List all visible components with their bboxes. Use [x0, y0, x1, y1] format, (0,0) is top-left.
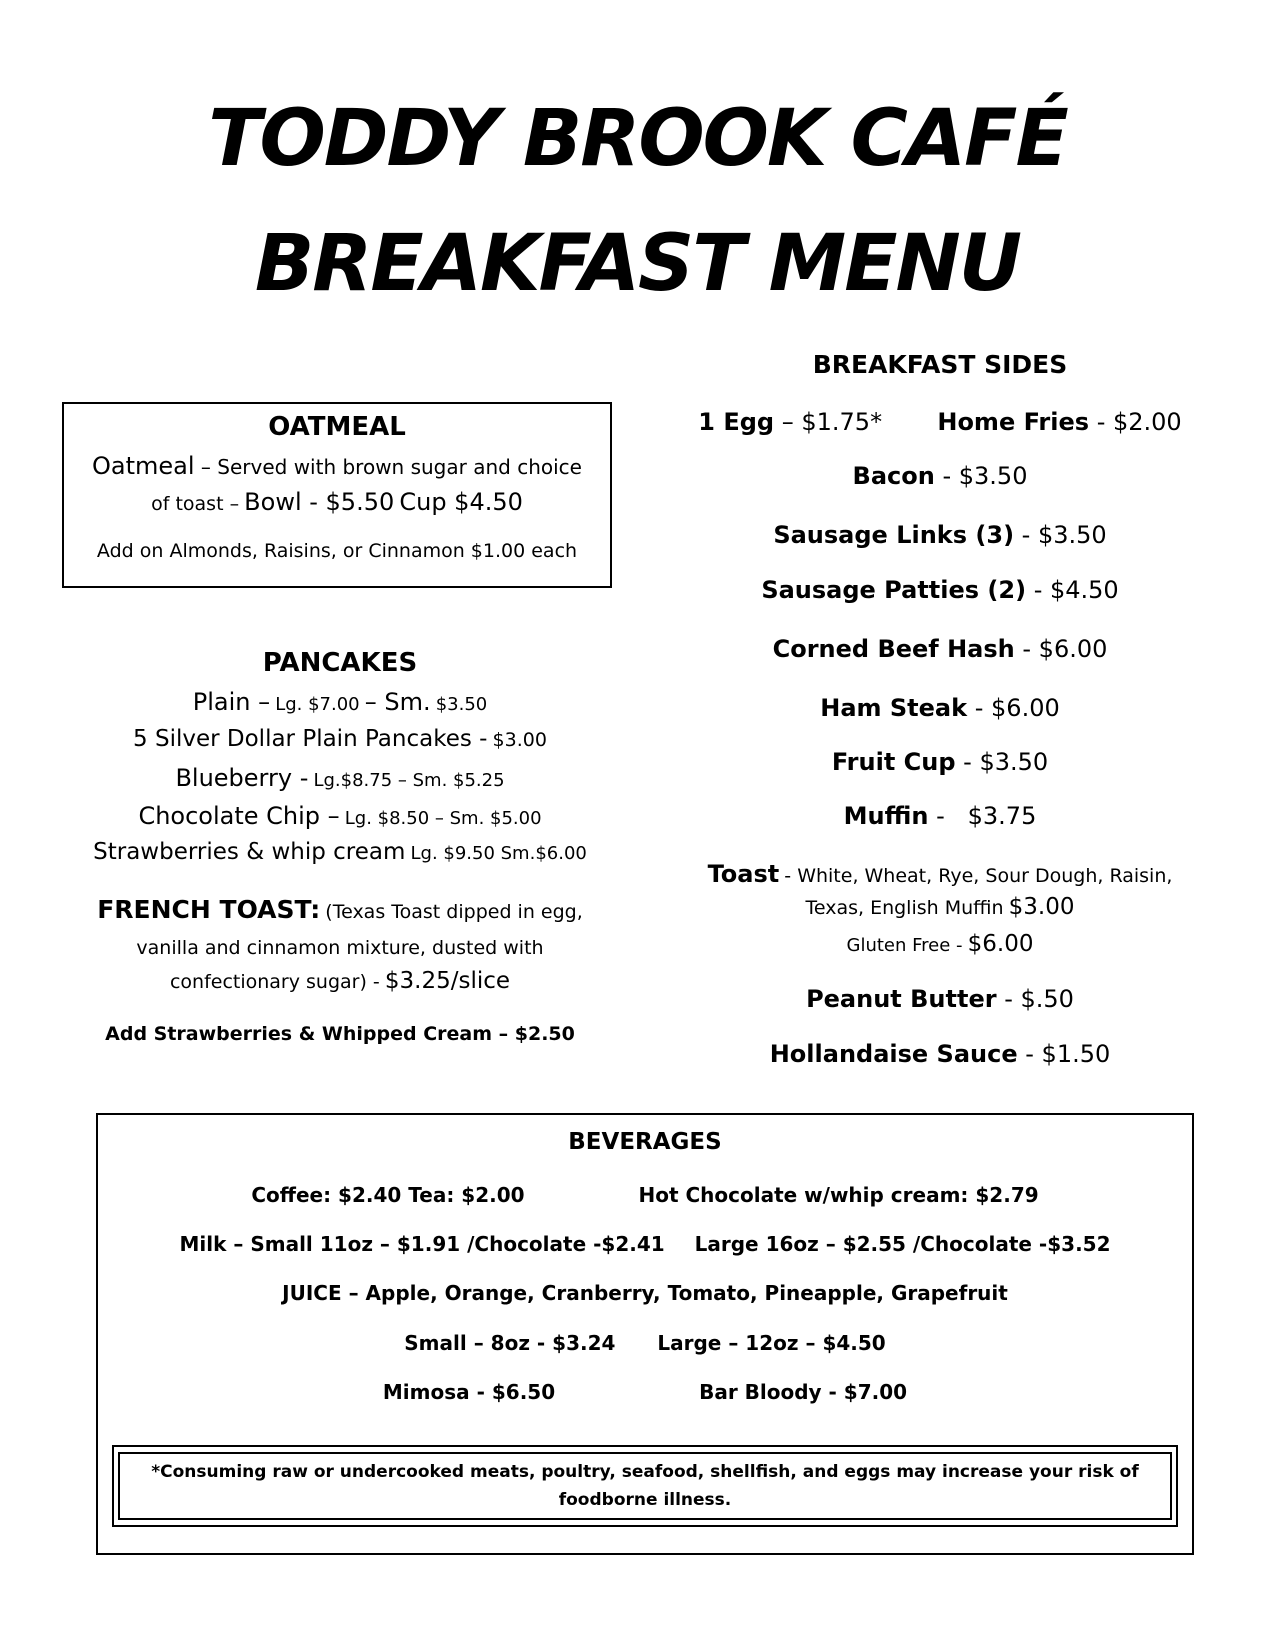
side-item-fruit-cup	[670, 748, 1210, 776]
pancakes-heading: PANCAKES	[262, 648, 418, 678]
side-item-name: Hollandaise Sauce	[769, 1040, 1018, 1068]
pancake-choc-name: Chocolate Chip –	[138, 802, 340, 830]
side-gluten-label: Gluten Free -	[846, 935, 963, 956]
side-item-name: Sausage Links (3)	[773, 521, 1015, 549]
side-toast-desc2: Texas, English Muffin	[805, 897, 1004, 919]
french-toast-desc2: vanilla and cinnamon mixture, dusted with	[136, 937, 544, 959]
cafe-name-title: TODDY BROOK CAFÉ	[208, 94, 1067, 184]
side-item-name: Ham Steak	[820, 694, 968, 722]
pancake-straw-prices: Lg. $9.50 Sm.$6.00	[410, 843, 587, 864]
pancake-item-blueberry	[60, 764, 620, 792]
beverages-coffee-row	[98, 1183, 1192, 1207]
oatmeal-cup-price: Cup $4.50	[399, 488, 523, 516]
side-item-name: Fruit Cup	[831, 748, 956, 776]
beverages-milk-row	[98, 1232, 1192, 1256]
side-item-price: - $6.00	[974, 694, 1060, 722]
side-item-name: Bacon	[852, 462, 935, 490]
oatmeal-item-name: Oatmeal	[92, 452, 195, 480]
oatmeal-line1	[64, 452, 610, 480]
french-toast-price: $3.25/slice	[384, 968, 511, 994]
beverage-juice: JUICE – Apple, Orange, Cranberry, Tomato, Pineapple, Grapefruit	[282, 1281, 1008, 1305]
side-item-price: - $3.50	[963, 748, 1049, 776]
pancake-item-plain	[60, 688, 620, 716]
pancake-blueberry-prices: Lg.$8.75 – Sm. $5.25	[313, 770, 505, 791]
side-fries-price: - $2.00	[1096, 408, 1182, 436]
food-safety-notice: *Consuming raw or undercooked meats, poultry, seafood, shellfish, and eggs may increase your risk of foodborne illness.	[118, 1452, 1172, 1520]
side-item-price: - $.50	[1004, 985, 1074, 1013]
sides-egg-fries-row	[670, 408, 1210, 436]
side-toast-line2	[670, 894, 1210, 920]
side-toast-name: Toast	[707, 860, 780, 888]
oatmeal-heading: OATMEAL	[268, 412, 406, 442]
side-gluten-price: $6.00	[967, 931, 1034, 957]
side-toast-price: $3.00	[1008, 894, 1075, 920]
side-toast-gluten-free	[670, 931, 1210, 957]
side-item-ham-steak	[670, 694, 1210, 722]
oatmeal-section	[62, 402, 612, 588]
pancake-straw-name: Strawberries & whip cream	[93, 839, 406, 865]
pancake-item-silver-dollar	[60, 726, 620, 752]
side-item-hollandaise	[670, 1040, 1210, 1068]
side-item-corned-beef	[670, 635, 1210, 663]
sides-heading: BREAKFAST SIDES	[812, 350, 1068, 379]
side-item-price: - $4.50	[1033, 576, 1119, 604]
side-item-price: - $1.50	[1025, 1040, 1111, 1068]
beverages-cocktail-row	[98, 1380, 1192, 1404]
pancake-plain-sep: – Sm.	[364, 688, 431, 716]
side-item-name: Peanut Butter	[806, 985, 997, 1013]
beverage-milk-small: Milk – Small 11oz – $1.91 /Chocolate -$2.41	[179, 1232, 665, 1256]
pancake-plain-sm: $3.50	[435, 694, 488, 715]
beverage-bloody: Bar Bloody - $7.00	[699, 1380, 908, 1404]
menu-title: BREAKFAST MENU	[254, 219, 1021, 309]
beverages-section	[96, 1113, 1194, 1555]
beverage-milk-large: Large 16oz – $2.55 /Chocolate -$3.52	[694, 1232, 1111, 1256]
french-toast-line1	[60, 895, 620, 924]
pancake-item-strawberries	[60, 839, 620, 865]
side-item-name: Muffin	[843, 802, 929, 830]
side-toast-desc1: - White, Wheat, Rye, Sour Dough, Raisin,	[784, 865, 1173, 887]
oatmeal-addon: Add on Almonds, Raisins, or Cinnamon $1.00 each	[96, 540, 578, 562]
pancake-item-chocolate-chip	[60, 802, 620, 830]
beverage-mimosa: Mimosa - $6.50	[382, 1380, 556, 1404]
pancake-plain-lg: Lg. $7.00	[275, 694, 360, 715]
oatmeal-line2	[64, 488, 610, 516]
beverages-juice-size-row	[98, 1331, 1192, 1355]
side-egg-price: – $1.75*	[781, 408, 883, 436]
oatmeal-bowl-price: Bowl - $5.50	[244, 488, 395, 516]
side-item-sausage-links	[670, 521, 1210, 549]
french-toast-desc1: (Texas Toast dipped in egg,	[325, 901, 583, 923]
side-item-price: - $3.75	[936, 802, 1037, 830]
pancake-plain-name: Plain –	[192, 688, 271, 716]
side-item-peanut-butter	[670, 985, 1210, 1013]
oatmeal-desc1: – Served with brown sugar and choice	[194, 455, 582, 479]
beverage-juice-large: Large – 12oz – $4.50	[657, 1331, 886, 1355]
french-toast-desc3: confectionary sugar) -	[169, 971, 380, 993]
side-item-price: - $6.00	[1022, 635, 1108, 663]
beverage-juice-small: Small – 8oz - $3.24	[404, 1331, 616, 1355]
pancake-silver-price: $3.00	[492, 729, 547, 751]
side-item-muffin	[670, 802, 1210, 830]
side-item-price: - $3.50	[1021, 521, 1107, 549]
side-item-bacon	[670, 462, 1210, 490]
pancake-silver-name: 5 Silver Dollar Plain Pancakes -	[133, 726, 488, 752]
beverage-coffee-tea: Coffee: $2.40 Tea: $2.00	[251, 1183, 525, 1207]
side-item-name: Corned Beef Hash	[772, 635, 1015, 663]
french-toast-heading: FRENCH TOAST:	[97, 895, 321, 924]
pancake-blueberry-name: Blueberry -	[175, 764, 309, 792]
beverage-hot-chocolate: Hot Chocolate w/whip cream: $2.79	[638, 1183, 1039, 1207]
side-item-sausage-patties	[670, 576, 1210, 604]
side-egg-name: 1 Egg	[698, 408, 775, 436]
side-item-price: - $3.50	[942, 462, 1028, 490]
french-toast-line3	[60, 968, 620, 994]
oatmeal-desc2: of toast –	[151, 493, 240, 515]
pancake-choc-prices: Lg. $8.50 – Sm. $5.00	[344, 808, 542, 829]
side-fries-name: Home Fries	[937, 408, 1090, 436]
food-safety-notice-frame	[112, 1445, 1178, 1527]
side-item-name: Sausage Patties (2)	[761, 576, 1027, 604]
french-toast-addon: Add Strawberries & Whipped Cream – $2.50	[105, 1023, 575, 1045]
beverages-heading: BEVERAGES	[568, 1129, 722, 1155]
side-toast-line1	[670, 860, 1210, 888]
